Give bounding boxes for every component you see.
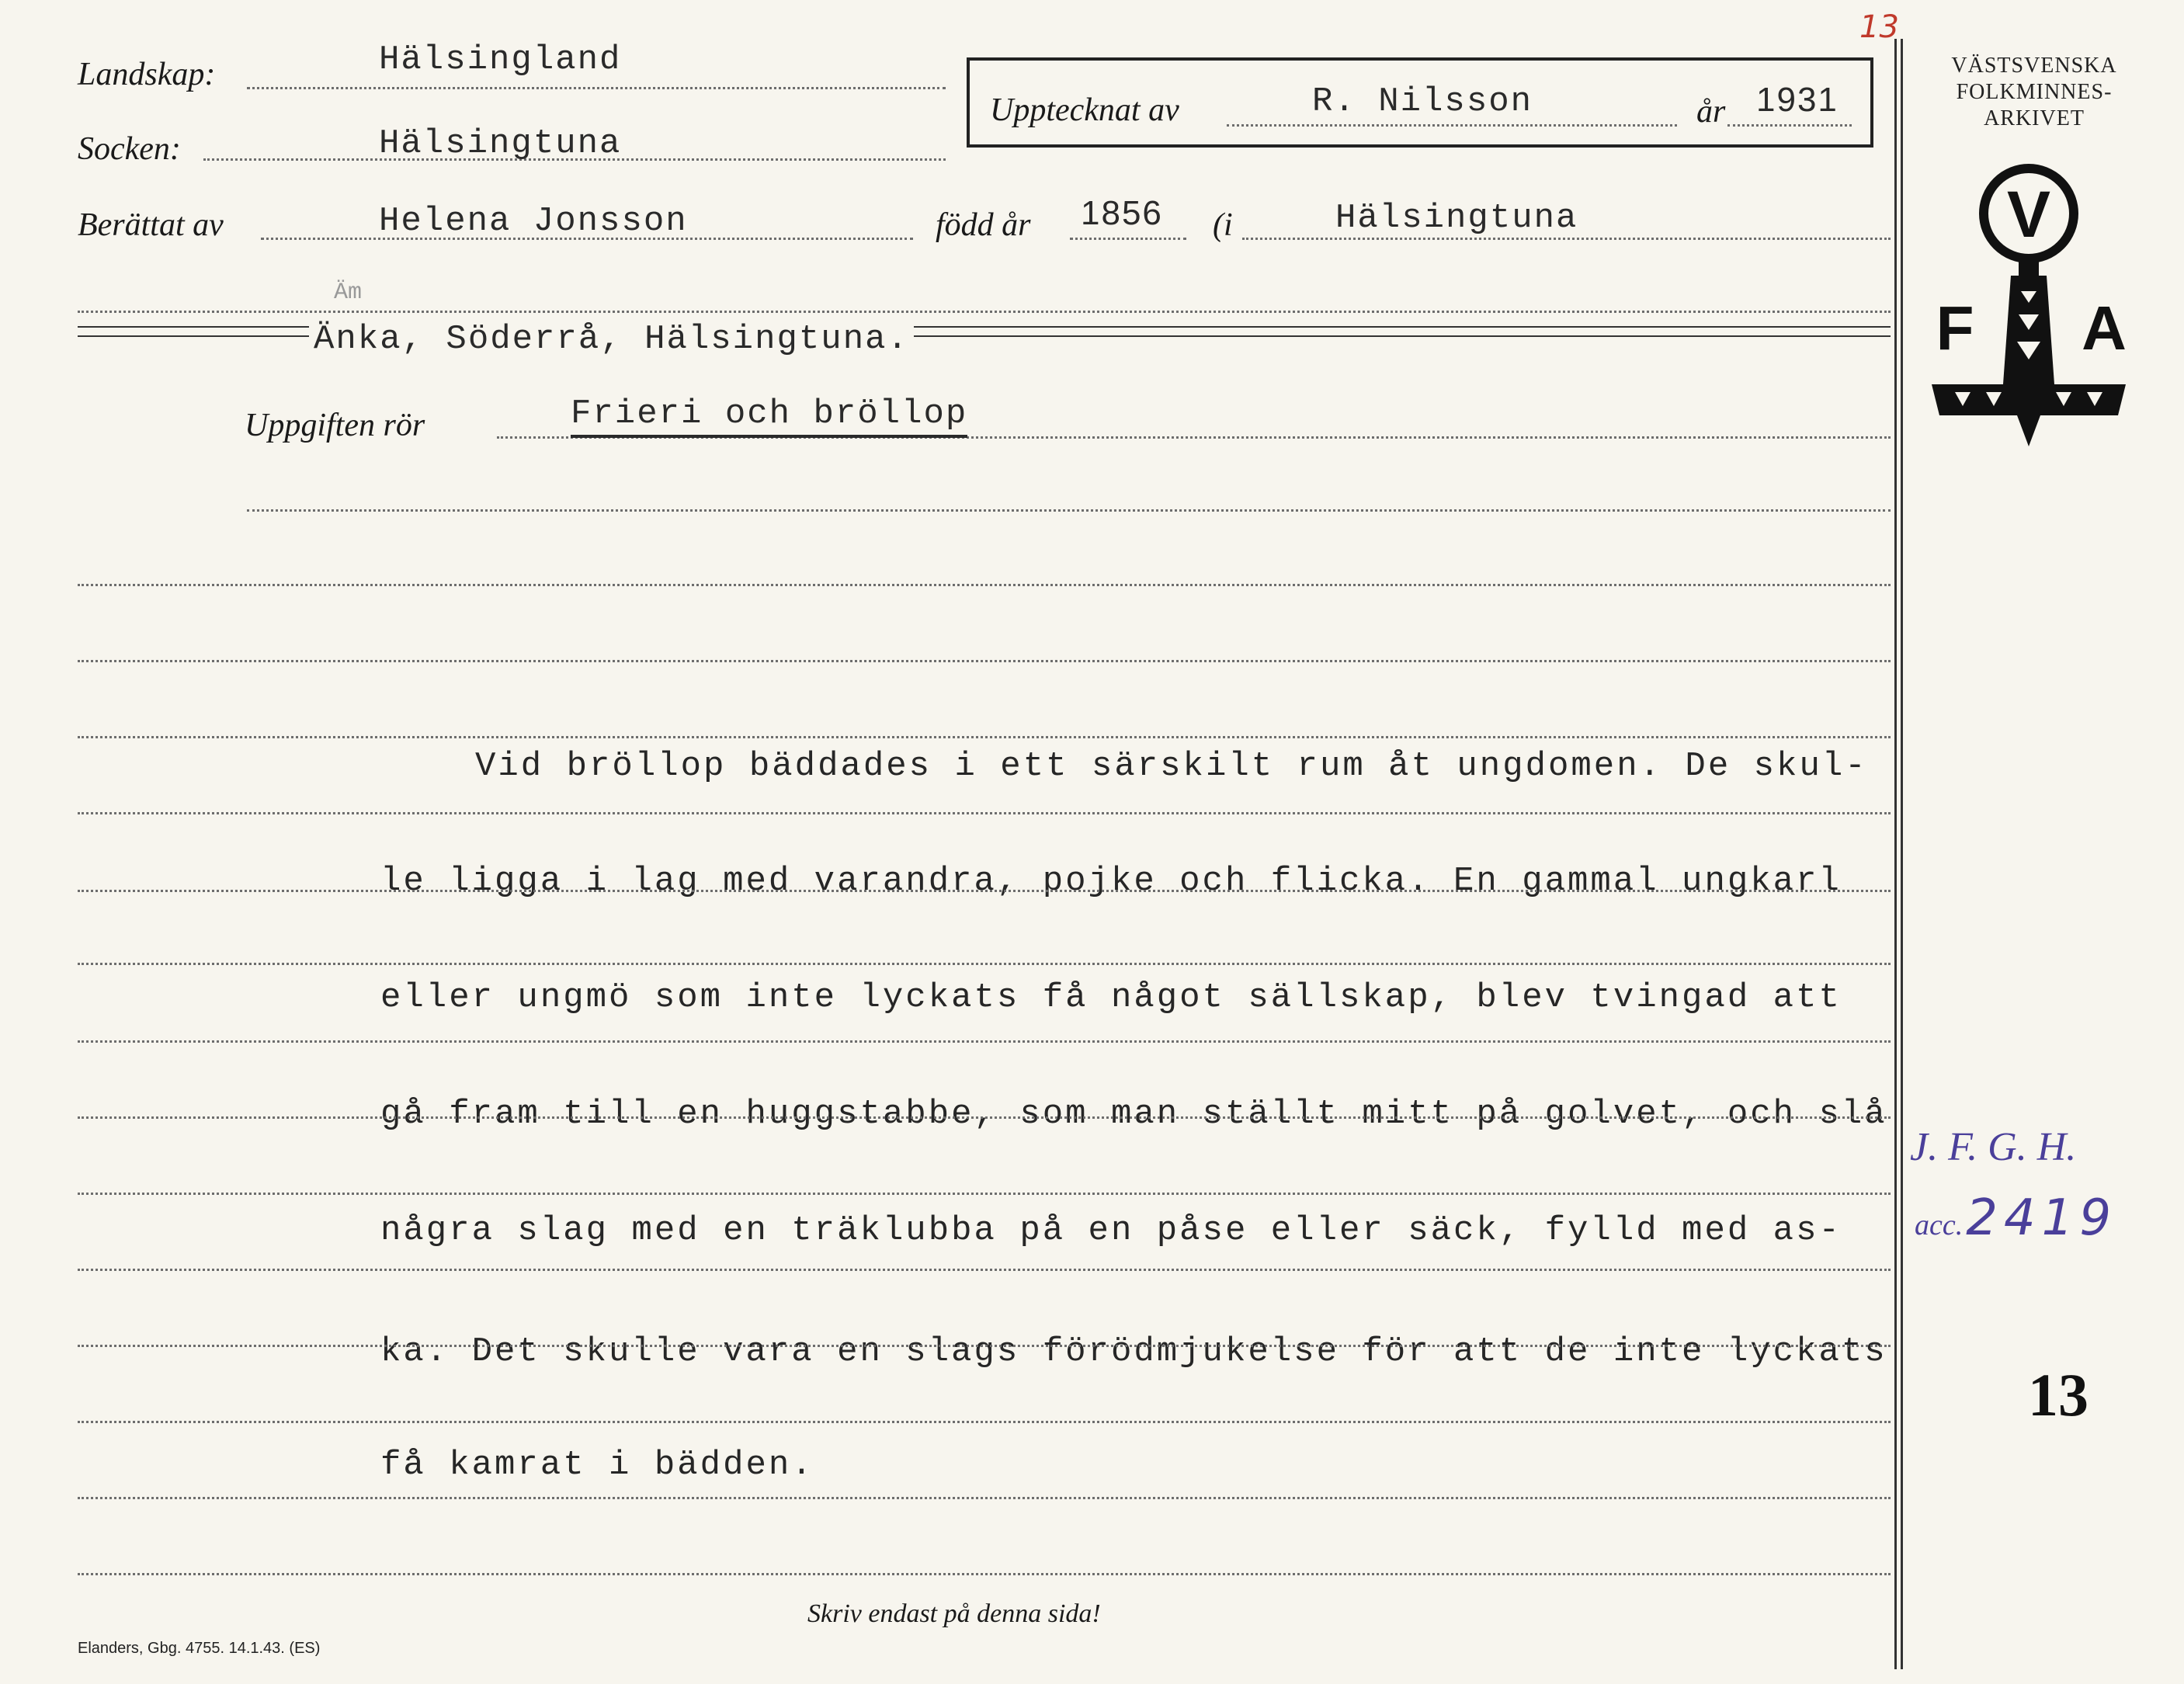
text-rule-3 — [78, 1040, 1891, 1043]
text-line-2: le ligga i lag med varandra, pojke och flicka. En gammal ungkarl — [380, 862, 1842, 901]
uppgiften-label: Uppgiften rör — [245, 408, 425, 443]
blank-dotted-line-4 — [78, 660, 1891, 662]
address-line: Änka, Söderrå, Hälsingtuna. — [309, 320, 914, 359]
logo-letter-f: F — [1936, 293, 1974, 363]
margin-line-left — [1894, 39, 1897, 1669]
fodd-value: 1856 — [1081, 194, 1163, 232]
logo-letter-v: V — [2006, 178, 2051, 251]
accession-stamp-line-1: J. F. G. H. — [1910, 1125, 2077, 1169]
page-number: 13 — [2028, 1361, 2089, 1429]
ar-label: år — [1696, 94, 1726, 130]
text-rule-2 — [78, 890, 1891, 892]
upptecknat-dotted-line — [1227, 124, 1677, 127]
text-rule-4 — [78, 1116, 1891, 1119]
handwritten-page-number: 13 — [1859, 9, 1899, 45]
text-rule-8 — [78, 1573, 1891, 1575]
ar-dotted-line — [1727, 124, 1852, 127]
fodd-dotted-line — [1070, 238, 1186, 240]
footer-instruction: Skriv endast på denna sida! — [807, 1599, 1101, 1628]
printer-imprint: Elanders, Gbg. 4755. 14.1.43. (ES) — [78, 1640, 321, 1657]
socken-value: Hälsingtuna — [379, 124, 622, 163]
landskap-dotted-line — [247, 87, 946, 89]
blank-dotted-line-5 — [78, 736, 1891, 738]
fodd-label: född år — [936, 207, 1031, 243]
uppgiften-value-text: Frieri och bröllop — [571, 394, 967, 438]
text-line-4: gå fram till en huggstabbe, som man ställt mitt på golvet, och slå — [380, 1095, 1887, 1134]
landskap-value: Hälsingland — [379, 40, 622, 79]
blank-dotted-line-2 — [247, 509, 1891, 512]
berattat-label: Berättat av — [78, 207, 224, 243]
i-value: Hälsingtuna — [1335, 199, 1578, 238]
archive-name — [1918, 53, 2151, 132]
text-rule-5 — [78, 1269, 1891, 1271]
blank-dotted-line-3 — [78, 584, 1891, 586]
upptecknat-label: Upptecknat av — [990, 92, 1179, 128]
i-label: (i — [1213, 207, 1233, 243]
text-line-1: Vid bröllop bäddades i ett särskilt rum åt ungdomen. De skul- — [475, 747, 1868, 786]
archive-logo-icon — [1924, 159, 2134, 470]
archive-name-line-2: FOLKMINNES- — [1956, 80, 2113, 104]
i-dotted-line — [1242, 238, 1891, 240]
socken-label: Socken: — [78, 131, 181, 167]
margin-line-right — [1901, 39, 1903, 1669]
text-rule-2b — [78, 963, 1891, 965]
ar-value: 1931 — [1756, 81, 1839, 119]
text-rule-1 — [78, 812, 1891, 814]
text-rule-4b — [78, 1193, 1891, 1195]
text-rule-7 — [78, 1497, 1891, 1499]
text-line-7: få kamrat i bädden. — [380, 1446, 814, 1484]
faint-note: Äm — [334, 280, 363, 306]
text-line-6: ka. Det skulle vara en slags förödmjukelse för att de inte lyckats — [380, 1332, 1887, 1371]
text-rule-6 — [78, 1345, 1891, 1347]
archive-name-line-3: ARKIVET — [1984, 106, 2085, 130]
text-line-5: några slag med en träklubba på en påse eller säck, fylld med as- — [380, 1211, 1842, 1250]
berattat-value: Helena Jonsson — [379, 202, 688, 241]
blank-dotted-line-1 — [78, 311, 1891, 313]
text-line-3: eller ungmö som inte lyckats få något sällskap, blev tvingad att — [380, 978, 1842, 1017]
accession-number: 2419 — [1966, 1189, 2118, 1247]
logo-hammer-handle — [2019, 259, 2039, 276]
upptecknat-value: R. Nilsson — [1312, 82, 1533, 121]
accession-label: acc. — [1915, 1209, 1964, 1241]
archive-name-line-1: VÄSTSVENSKA — [1951, 54, 2117, 78]
logo-letter-a: A — [2082, 293, 2127, 363]
uppgiften-value — [571, 394, 967, 433]
landskap-label: Landskap: — [78, 57, 216, 92]
text-rule-6b — [78, 1421, 1891, 1423]
accession-stamp-line-2 — [1915, 1189, 2117, 1247]
